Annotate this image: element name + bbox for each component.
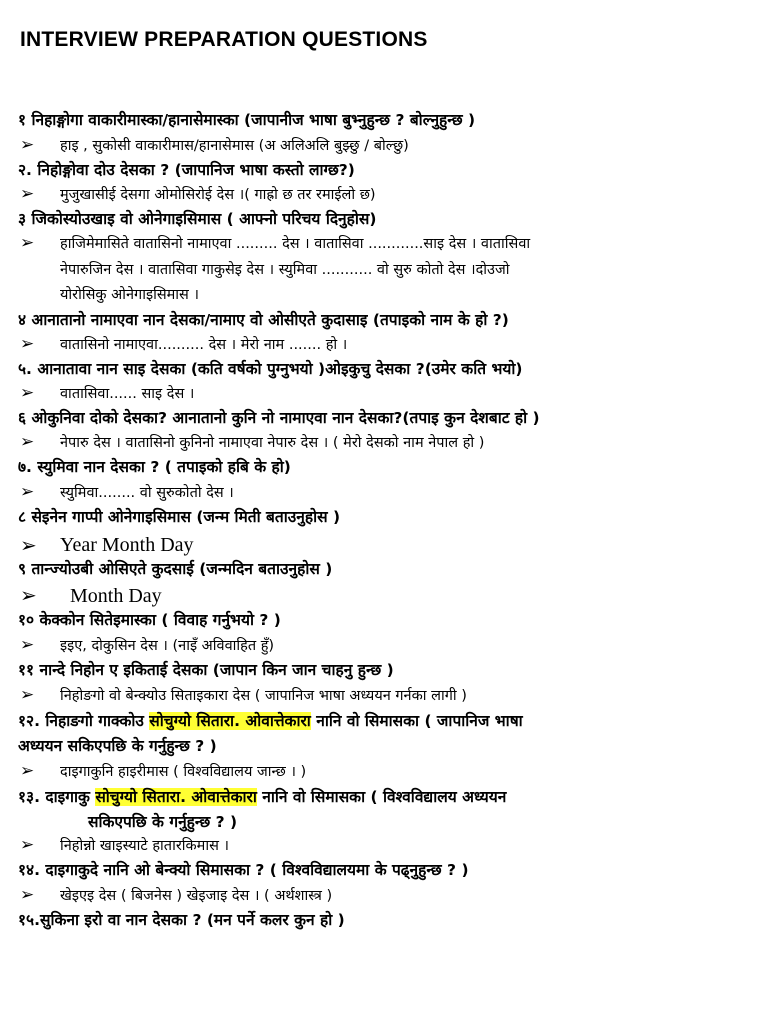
answer-1: हाइ , सुकोसी वाकारीमास/हानासेमास (अ अलिअलि बुझ्छु / बोल्छु) bbox=[60, 138, 409, 154]
question-13-continued: सकिएपछि के गर्नुहुन्छ ? ) bbox=[88, 813, 238, 831]
bullet-arrow-icon: ➢ bbox=[20, 835, 35, 855]
answer-12: दाइगाकुनि हाइरीमास ( विश्वविद्यालय जान्छ । ) bbox=[60, 764, 307, 780]
bullet-arrow-icon: ➢ bbox=[20, 635, 35, 655]
answer-13: निहोन्नो खाइस्याटे हातारकिमास । bbox=[60, 838, 229, 854]
answer-5: वातासिवा...... साइ देस । bbox=[60, 386, 195, 402]
answer-9: Month Day bbox=[70, 585, 162, 607]
highlighted-text: सोचुग्यो सितारा. ओवात्तेकारा bbox=[149, 712, 311, 730]
answer-6: नेपारु देस । वातासिनो कुनिनो नामाएवा नेपारु देस । ( मेरो देसको नाम नेपाल हो ) bbox=[60, 435, 485, 451]
answer-3: हाजिमेमासिते वातासिनो नामाएवा ......... देस । वातासिवा ............साइ देस । वातासिवा bbox=[60, 236, 531, 252]
bullet-arrow-icon: ➢ bbox=[20, 533, 37, 557]
bullet-arrow-icon: ➢ bbox=[20, 184, 35, 204]
answer-8: Year Month Day bbox=[60, 534, 194, 556]
answer-7: स्युमिवा........ वो सुरुकोतो देस । bbox=[60, 485, 234, 501]
question-15: १५.सुकिना इरो वा नान देसका ? (मन पर्ने कलर कुन हो ) bbox=[18, 911, 345, 929]
question-3: ३ जिकोस्योउखाइ वो ओनेगाइसिमास ( आफ्नो परिचय दिनुहोस) bbox=[18, 210, 377, 228]
bullet-arrow-icon: ➢ bbox=[20, 233, 35, 253]
bullet-arrow-icon: ➢ bbox=[20, 334, 35, 354]
question-7: ७. स्युमिवा नान देसका ? ( तपाइको हबि के हो) bbox=[18, 458, 291, 476]
bullet-arrow-icon: ➢ bbox=[20, 482, 35, 502]
answer-3-continued: नेपारुजिन देस । वातासिवा गाकुसेइ देस । स्युमिवा ........... वो सुरु कोतो देस ।दोउजो bbox=[60, 262, 510, 278]
answer-4: वातासिनो नामाएवा.......... देस । मेरो नाम ....... हो । bbox=[60, 337, 348, 353]
answer-2: मुजुखासीई देसगा ओमोसिरोई देस ।( गाह्रो छ तर रमाईलो छ) bbox=[60, 187, 376, 203]
question-5: ५. आनातावा नान साइ देसका (कति वर्षको पुग्नुभयो )ओइकुचु देसका ?(उमेर कति भयो) bbox=[18, 360, 523, 378]
question-6: ६ ओकुनिवा दोको देसका? आनातानो कुनि नो नामाएवा नान देसका?(तपाइ कुन देशबाट हो ) bbox=[18, 409, 540, 427]
question-2: २. निहोङ्गोवा दोउ देसका ? (जापानिज भाषा कस्तो लाग्छ?) bbox=[18, 161, 355, 179]
question-10: १० केक्कोन सितेइमास्का ( विवाह गर्नुभयो ? ) bbox=[18, 611, 281, 629]
bullet-arrow-icon: ➢ bbox=[20, 583, 37, 607]
bullet-arrow-icon: ➢ bbox=[20, 885, 35, 905]
bullet-arrow-icon: ➢ bbox=[20, 135, 35, 155]
question-4: ४ आनातानो नामाएवा नान देसका/नामाए वो ओसीएते कुदासाइ (तपाइको नाम के हो ?) bbox=[18, 311, 509, 329]
bullet-arrow-icon: ➢ bbox=[20, 761, 35, 781]
question-9: ९ तान्ज्योउबी ओसिएते कुदसाई (जन्मदिन बताउनुहोस ) bbox=[18, 560, 333, 578]
bullet-arrow-icon: ➢ bbox=[20, 383, 35, 403]
question-13: १३. दाइगाकु सोचुग्यो सितारा. ओवात्तेकारा नानि वो सिमासका ( विश्वविद्यालय अध्ययन bbox=[18, 788, 507, 806]
answer-3-continued: योरोसिकु ओनेगाइसिमास । bbox=[60, 287, 199, 303]
question-11: ११ नान्दे निहोन ए इकिताई देसका (जापान किन जान चाहनु हुन्छ ) bbox=[18, 661, 394, 679]
question-8: ८ सेइनेन गाप्पी ओनेगाइसिमास (जन्म मिती बताउनुहोस ) bbox=[18, 508, 341, 526]
answer-10: इइए, दोकुसिन देस । (नाइँ अविवाहित हुँ) bbox=[60, 638, 275, 654]
bullet-arrow-icon: ➢ bbox=[20, 685, 35, 705]
question-14: १४. दाइगाकुदे नानि ओ बेन्क्यो सिमासका ? ( विश्वविद्यालयमा के पढ्नुहुन्छ ? ) bbox=[18, 861, 469, 879]
answer-14: खेइएइ देस ( बिजनेस ) खेइजाइ देस । ( अर्थशास्त्र ) bbox=[60, 888, 333, 904]
highlighted-text: सोचुग्यो सितारा. ओवात्तेकारा bbox=[95, 788, 257, 806]
page-title: INTERVIEW PREPARATION QUESTIONS bbox=[20, 28, 428, 51]
answer-11: निहोङगो वो बेन्क्योउ सिताइकारा देस ( जापानिज भाषा अध्ययन गर्नका लागी ) bbox=[60, 688, 467, 704]
question-12-continued: अध्ययन सकिएपछि के गर्नुहुन्छ ? ) bbox=[18, 737, 217, 755]
bullet-arrow-icon: ➢ bbox=[20, 432, 35, 452]
question-1: १ निहाङ्गोगा वाकारीमास्का/हानासेमास्का (जापानीज भाषा बुभ्नुहुन्छ ? बोल्नुहुन्छ ) bbox=[18, 111, 476, 129]
question-12: १२. निहाङगो गाक्कोउ सोचुग्यो सितारा. ओवात्तेकारा नानि वो सिमासका ( जापानिज भाषा bbox=[18, 712, 523, 730]
